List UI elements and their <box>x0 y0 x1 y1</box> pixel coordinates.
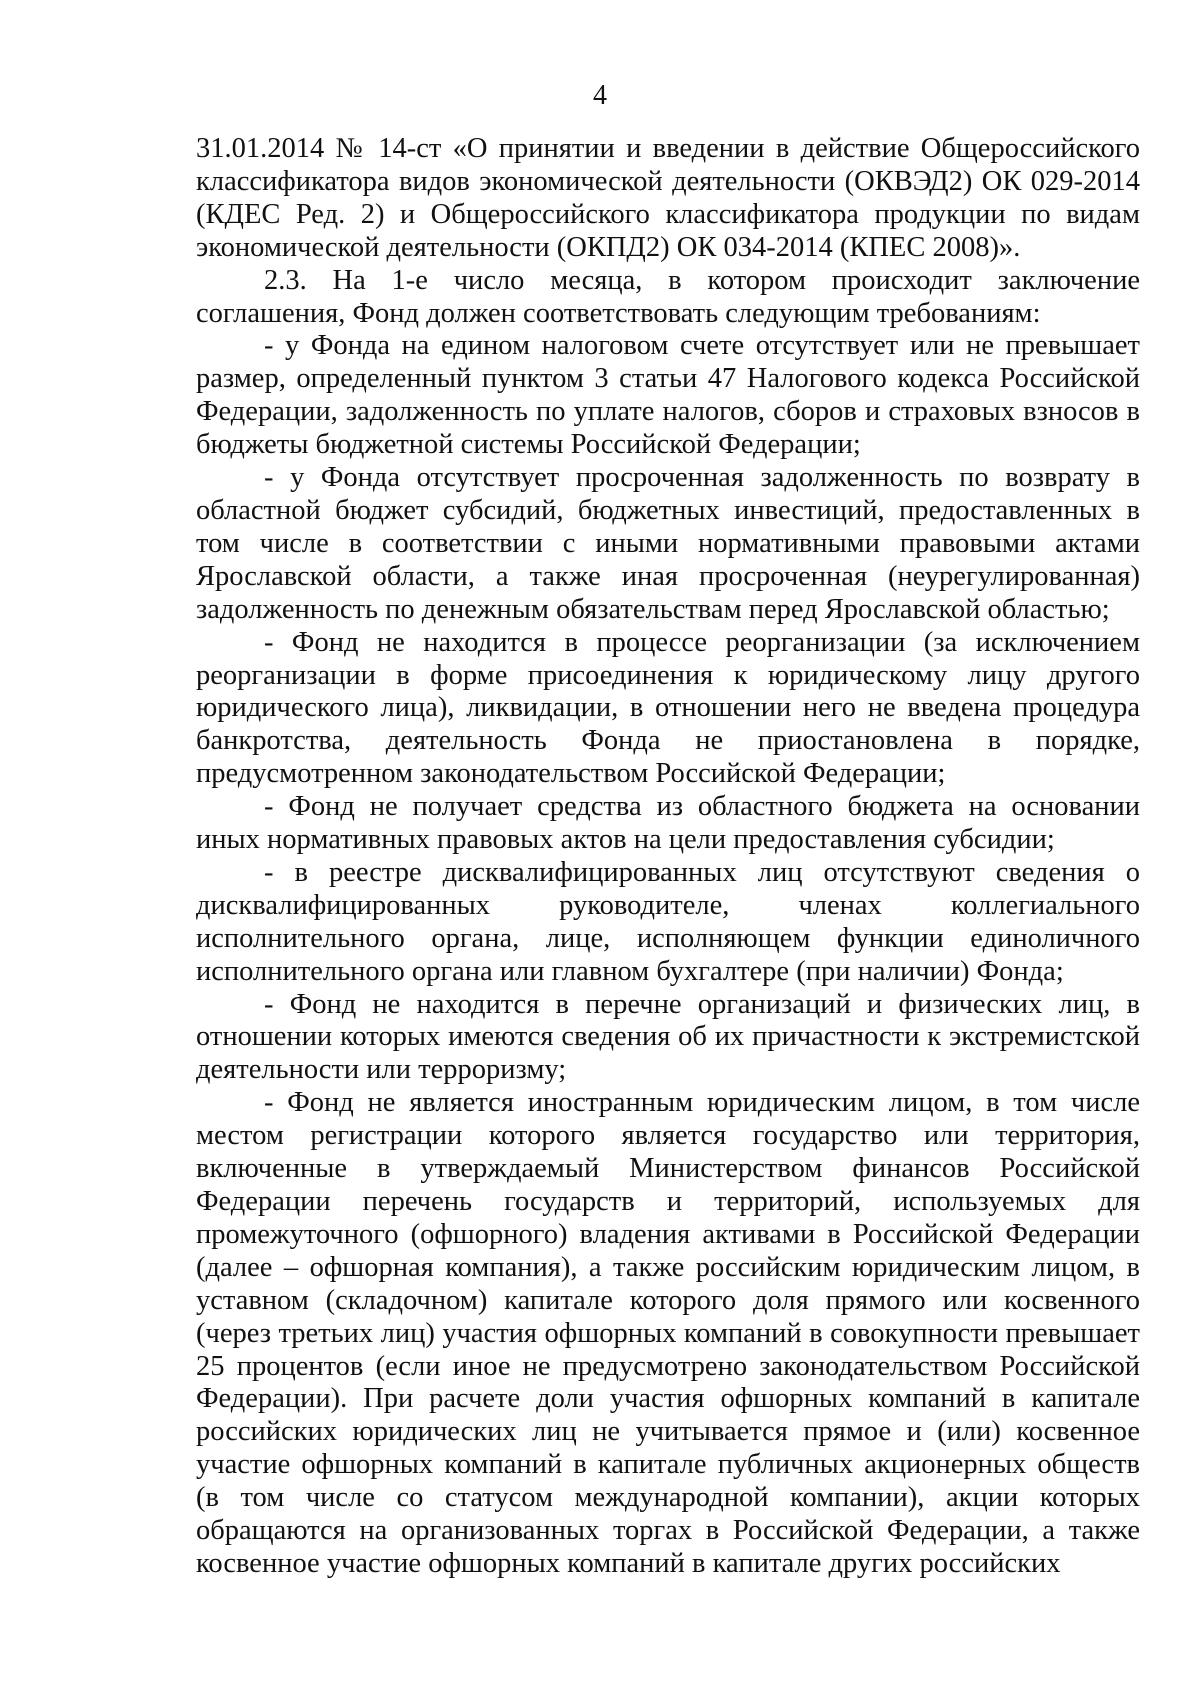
requirement-offshore: - Фонд не является иностранным юридическим лицом, в том числе местом регистрации которого является государство или территория, включенные в утверждаемый Министерством финансов Российской Федерации перечень государств и территорий, используемых для промежуточного (офшорного) владения активами в Российской Федерации (далее – офшорная компания), а также российским юридическим лицом, в уставном (складочном) капитале которого доля прямого или косвенного (через третьих лиц) участия офшорных компаний в совокупности превышает 25 процентов (если иное не предусмотрено законодательством Российской Федерации). При расчете доли участия офшорных компаний в капитале российских юридических лиц не учитывается прямое и (или) косвенное участие офшорных компаний в капитале публичных акционерных обществ (в том числе со статусом международной компании), акции которых обращаются на организованных торгах в Российской Федерации, а также косвенное участие офшорных компаний в капитале других российских <box>196 1087 1140 1579</box>
requirement-extremism: - Фонд не находится в перечне организаций и физических лиц, в отношении которых имеются сведения об их причастности к экстремистской деятельности или терроризму; <box>196 988 1140 1086</box>
requirement-tax-debt: - у Фонда на едином налоговом счете отсутствует или не превышает размер, определенный пунктом 3 статьи 47 Налогового кодекса Российской Федерации, задолженность по уплате налогов, сборов и страховых взносов в бюджеты бюджетной системы Российской Федерации; <box>196 330 1140 461</box>
page-number: 4 <box>593 80 607 111</box>
requirement-no-other-funds: - Фонд не получает средства из областного бюджета на основании иных нормативных правовых актов на цели предоставления субсидии; <box>196 791 1140 856</box>
paragraph-continuation: 31.01.2014 № 14-ст «О принятии и введении в действие Общероссийского классификатора видов экономической деятельности (ОКВЭД2) ОК 029-2014 (КДЕС Ред. 2) и Общероссийского классификатора продукции по видам экономической деятельности (ОКПД2) ОК 034-2014 (КПЕС 2008)». <box>196 133 1140 263</box>
paragraph-clause-2-3: 2.3. На 1-е число месяца, в котором происходит заключение соглашения, Фонд должен соответствовать следующим требованиям: <box>196 264 1140 329</box>
requirement-overdue-debt: - у Фонда отсутствует просроченная задолженность по возврату в областной бюджет субсидий, бюджетных инвестиций, предоставленных в том числе в соответствии с иными нормативными правовыми актами Ярославской области, а также иная просроченная (неурегулированная) задолженность по денежным обязательствам перед Ярославской областью; <box>196 462 1140 625</box>
requirement-reorganization: - Фонд не находится в процессе реорганизации (за исключением реорганизации в форме присоединения к юридическому лицу другого юридического лица), ликвидации, в отношении него не введена процедура банкротства, деятельность Фонда не приостановлена в порядке, предусмотренном законодательством Российской Федерации; <box>196 626 1140 790</box>
document-body <box>196 133 1140 1581</box>
requirement-disqualified: - в реестре дисквалифицированных лиц отсутствуют сведения о дисквалифицированных руководителе, членах коллегиального исполнительного органа, лице, исполняющем функции единоличного исполнительного органа или главном бухгалтере (при наличии) Фонда; <box>196 856 1140 987</box>
